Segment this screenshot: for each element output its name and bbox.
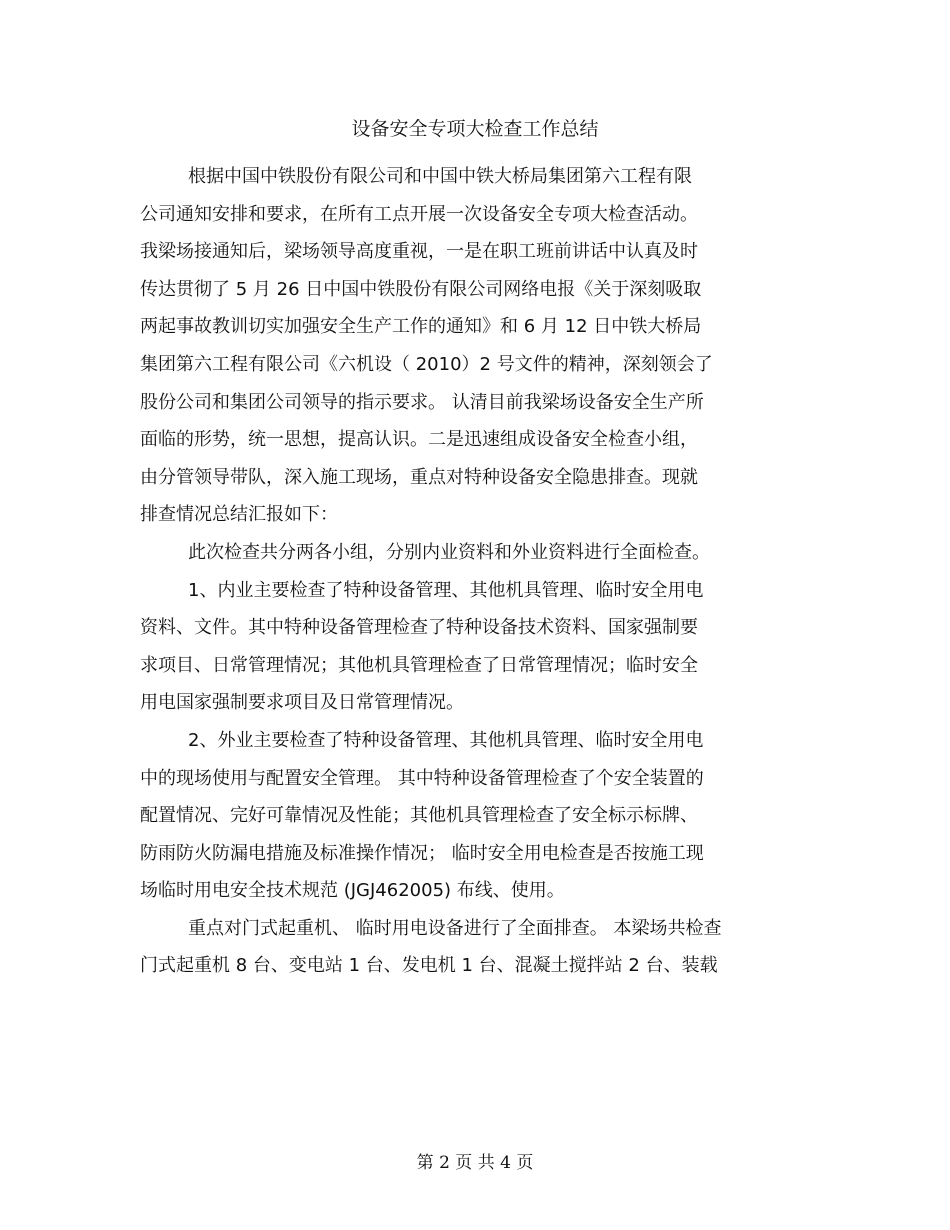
text-line: 2、外业主要检查了特种设备管理、其他机具管理、临时安全用电 <box>188 729 704 751</box>
text-line: 场临时用电安全技术规范 (JGJ462005) 布线、使用。 <box>140 880 565 902</box>
text-line: 用电国家强制要求项目及日常管理情况。 <box>140 692 464 714</box>
document-body <box>140 158 820 985</box>
text-line: 求项目、日常管理情况；其他机具管理检查了日常管理情况；临时安全 <box>140 654 698 676</box>
text-line: 我梁场接通知后，梁场领导高度重视，一是在职工班前讲话中认真及时 <box>140 241 698 263</box>
text-line: 面临的形势，统一思想，提高认识。二是迅速组成设备安全检查小组， <box>140 429 698 451</box>
text-line: 配置情况、完好可靠情况及性能；其他机具管理检查了安全标示标牌、 <box>140 805 698 827</box>
text-line: 门式起重机 8 台、变电站 1 台、发电机 1 台、混凝土搅拌站 2 台、装载 <box>140 955 718 977</box>
text-line: 两起事故教训切实加强安全生产工作的通知》和 6 月 12 日中铁大桥局 <box>140 316 702 338</box>
text-line: 防雨防火防漏电措施及标准操作情况； 临时安全用电检查是否按施工现 <box>140 842 704 864</box>
text-line: 重点对门式起重机、 临时用电设备进行了全面排查。 本梁场共检查 <box>188 917 722 939</box>
text-line: 排查情况总结汇报如下： <box>140 504 338 526</box>
text-line: 公司通知安排和要求，在所有工点开展一次设备安全专项大检查活动。 <box>140 203 698 225</box>
text-line: 根据中国中铁股份有限公司和中国中铁大桥局集团第六工程有限 <box>188 166 692 187</box>
text-line: 集团第六工程有限公司《六机设（ 2010）2 号文件的精神，深刻领会了 <box>140 353 713 375</box>
text-line: 由分管领导带队，深入施工现场，重点对特种设备安全隐患排查。现就 <box>140 466 698 488</box>
document-title: 设备安全专项大检查工作总结 <box>351 118 599 140</box>
text-line: 中的现场使用与配置安全管理。 其中特种设备管理检查了个安全装置的 <box>140 767 704 789</box>
text-line: 股份公司和集团公司领导的指示要求。 认清目前我梁场设备安全生产所 <box>140 391 704 413</box>
page-footer: 第 2 页 共 4 页 <box>416 1153 534 1173</box>
text-line: 资料、文件。其中特种设备管理检查了特种设备技术资料、国家强制要 <box>140 617 698 639</box>
text-line: 1、内业主要检查了特种设备管理、其他机具管理、临时安全用电 <box>188 579 704 601</box>
text-line: 传达贯彻了 5 月 26 日中国中铁股份有限公司网络电报《关于深刻吸取 <box>140 278 702 300</box>
text-line: 此次检查共分两各小组，分别内业资料和外业资料进行全面检查。 <box>188 541 710 563</box>
